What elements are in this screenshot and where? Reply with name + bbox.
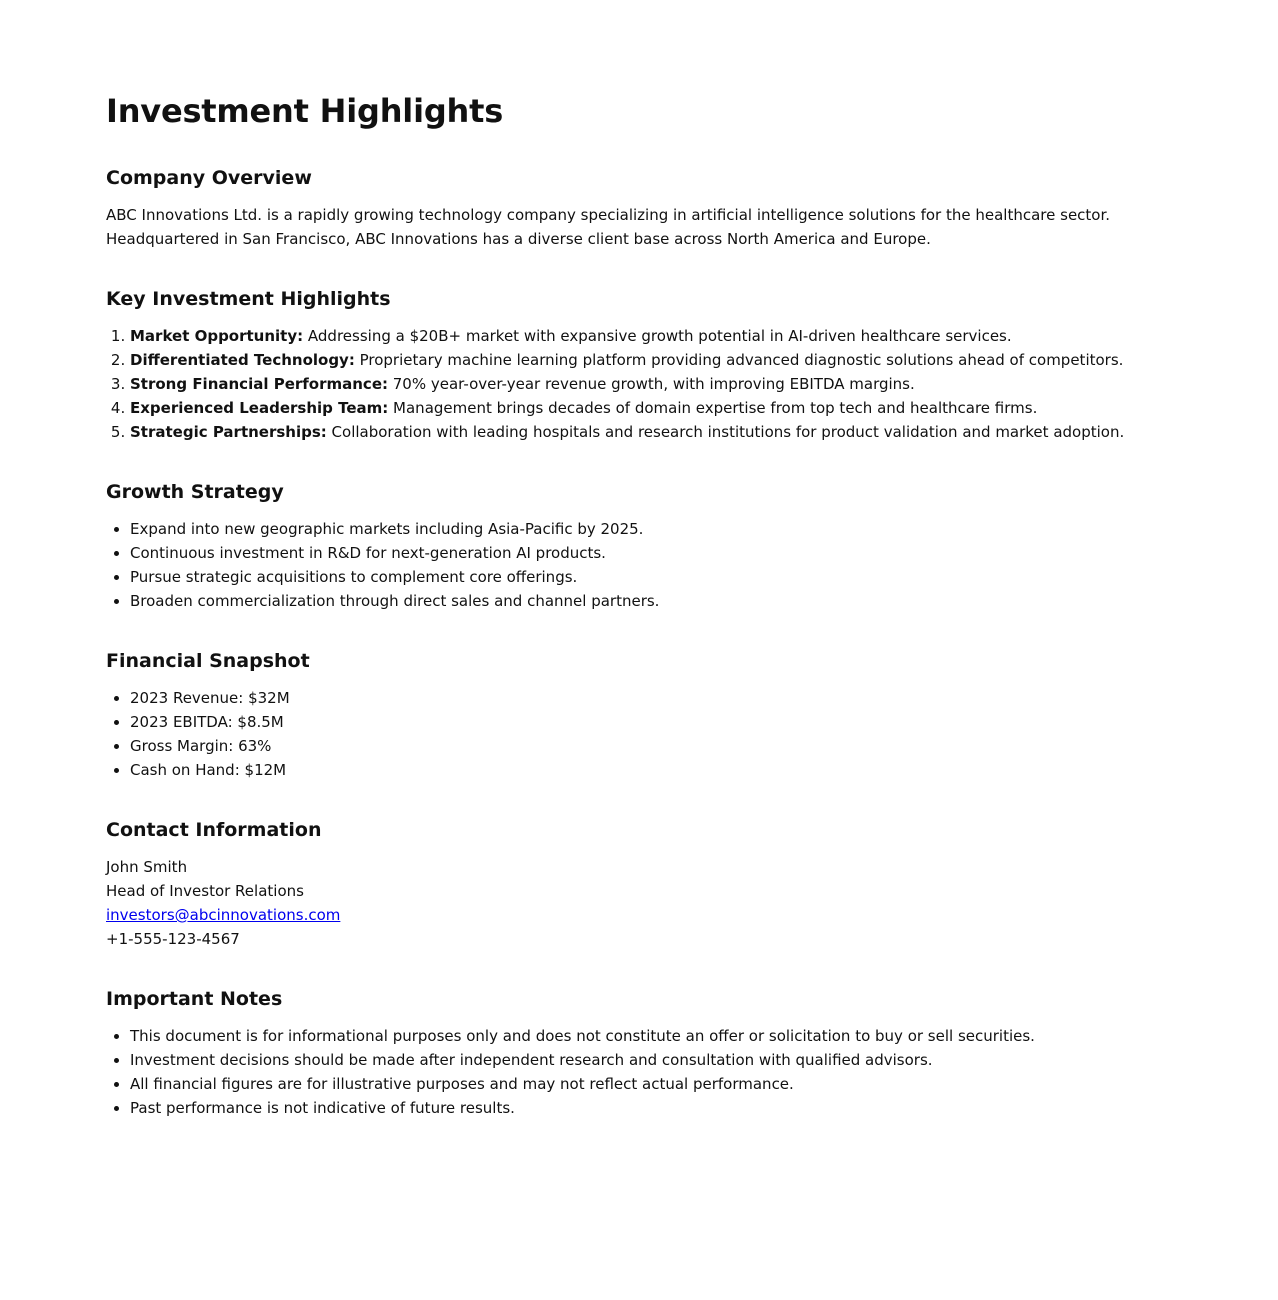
key-investment-highlights-section <box>106 287 1182 444</box>
highlight-item <box>130 372 1182 396</box>
highlight-label: Strategic Partnerships: <box>130 423 327 441</box>
important-notes-heading: Important Notes <box>106 988 283 1010</box>
contact-information-section <box>106 818 1182 951</box>
highlight-label: Market Opportunity: <box>130 327 304 345</box>
highlight-item <box>130 324 1182 348</box>
important-notes-list <box>106 1024 1182 1120</box>
financial-snapshot-list <box>106 686 1182 782</box>
growth-strategy-list <box>106 517 1182 613</box>
contact-email-line <box>106 903 1182 927</box>
important-notes-section <box>106 987 1182 1120</box>
highlight-text: 70% year-over-year revenue growth, with improving EBITDA margins. <box>388 375 915 393</box>
highlight-item <box>130 420 1182 444</box>
highlight-text: Management brings decades of domain expertise from top tech and healthcare firms. <box>388 399 1038 417</box>
contact-name: John Smith <box>106 858 188 876</box>
page-title: Investment Highlights <box>106 92 504 130</box>
important-note-item: • Investment decisions should be made after independent research and consultation with qualified advisors. <box>130 1048 1182 1072</box>
highlight-item <box>130 348 1182 372</box>
company-overview-heading: Company Overview <box>106 167 312 189</box>
growth-strategy-item: • Expand into new geographic markets including Asia-Pacific by 2025. <box>130 517 1182 541</box>
growth-strategy-section <box>106 480 1182 613</box>
financial-snapshot-heading: Financial Snapshot <box>106 650 310 672</box>
key-investment-highlights-list <box>106 324 1182 444</box>
highlight-text: Proprietary machine learning platform providing advanced diagnostic solutions ahead of competitors. <box>354 351 1124 369</box>
important-note-item: • Past performance is not indicative of future results. <box>130 1096 1182 1120</box>
growth-strategy-item: • Continuous investment in R&D for next-generation AI products. <box>130 541 1182 565</box>
key-investment-highlights-heading: Key Investment Highlights <box>106 288 391 310</box>
financial-snapshot-section <box>106 649 1182 782</box>
financial-snapshot-item: • Cash on Hand: $12M <box>130 758 1182 782</box>
highlight-text: Addressing a $20B+ market with expansive growth potential in AI-driven healthcare services. <box>303 327 1012 345</box>
contact-role: Head of Investor Relations <box>106 882 304 900</box>
highlight-label: Strong Financial Performance: <box>130 375 388 393</box>
contact-phone: +1-555-123-4567 <box>106 930 240 948</box>
financial-snapshot-item: • 2023 Revenue: $32M <box>130 686 1182 710</box>
highlight-label: Experienced Leadership Team: <box>130 399 389 417</box>
highlight-text: Collaboration with leading hospitals and research institutions for product validation and market adoption. <box>326 423 1125 441</box>
important-note-item: • All financial figures are for illustrative purposes and may not reflect actual performance. <box>130 1072 1182 1096</box>
company-overview-section <box>106 166 1182 251</box>
highlight-item <box>130 396 1182 420</box>
highlight-label: Differentiated Technology: <box>130 351 355 369</box>
important-note-item: • This document is for informational purposes only and does not constitute an offer or solicitation to buy or sell securities. <box>130 1024 1182 1048</box>
growth-strategy-heading: Growth Strategy <box>106 481 284 503</box>
growth-strategy-item: • Pursue strategic acquisitions to complement core offerings. <box>130 565 1182 589</box>
contact-information-heading: Contact Information <box>106 819 322 841</box>
company-overview-text: ABC Innovations Ltd. is a rapidly growing technology company specializing in artificial intelligence solutions for the healthcare sector. Headquartered in San Francisco, ABC Innovations has a diverse client base across North America and Europe. <box>106 206 1111 248</box>
growth-strategy-item: • Broaden commercialization through direct sales and channel partners. <box>130 589 1182 613</box>
financial-snapshot-item: • 2023 EBITDA: $8.5M <box>130 710 1182 734</box>
contact-email-link[interactable]: investors@abcinnovations.com <box>106 906 341 924</box>
financial-snapshot-item: • Gross Margin: 63% <box>130 734 1182 758</box>
